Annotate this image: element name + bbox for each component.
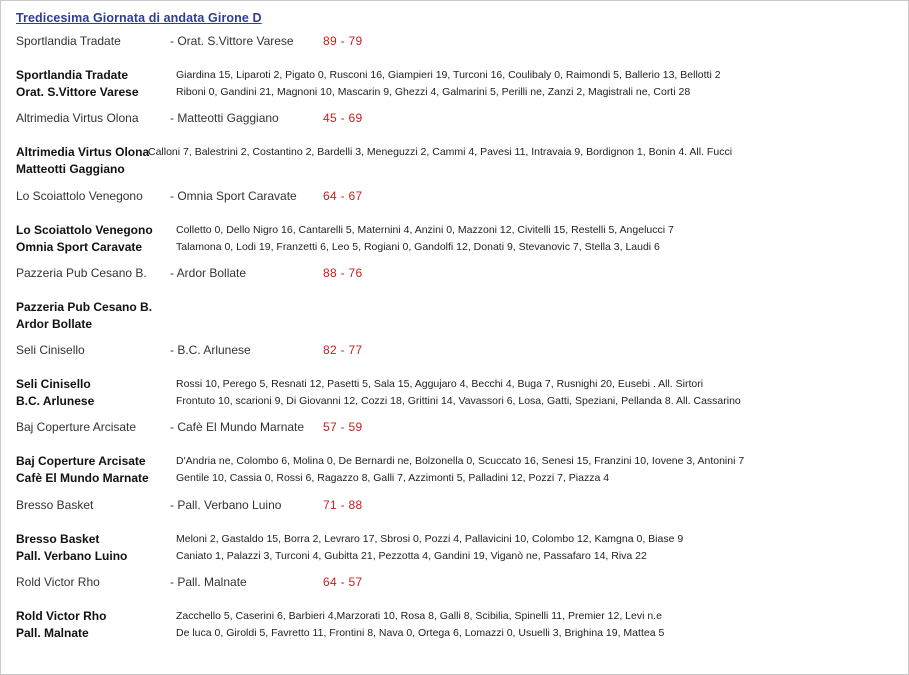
home-team: Seli Cinisello (16, 343, 85, 357)
team-name-away: Orat. S.Vittore Varese (16, 85, 139, 99)
team-name-away: B.C. Arlunese (16, 394, 95, 408)
away-scorers: De luca 0, Giroldi 5, Favretto 11, Frontini 8, Nava 0, Ortega 6, Lomazzi 0, Usuelli 3, Brighina 19, Mattea 5 (176, 627, 665, 639)
match-score: 64 - 67 (323, 189, 363, 203)
team-name-home: Altrimedia Virtus Olona (16, 145, 150, 159)
away-team: - Omnia Sport Caravate (170, 189, 297, 203)
home-scorers: Meloni 2, Gastaldo 15, Borra 2, Levraro 17, Sbrosi 0, Pozzi 4, Pallavicini 10, Colombo 12, Kamgna 0, Biase 9 (176, 533, 684, 545)
away-team: - Orat. S.Vittore Varese (170, 34, 294, 48)
home-team: Bresso Basket (16, 498, 94, 512)
away-scorers: Riboni 0, Gandini 21, Magnoni 10, Mascarin 9, Ghezzi 4, Galmarini 5, Perilli ne, Zanzi 2, Magistrali ne, Corti 28 (176, 86, 691, 98)
team-name-home: Pazzeria Pub Cesano B. (16, 300, 153, 314)
away-team: - Matteotti Gaggiano (170, 111, 279, 125)
away-team: - Cafè El Mundo Marnate (170, 420, 305, 434)
team-name-away: Pall. Malnate (16, 626, 89, 640)
home-scorers: D'Andria ne, Colombo 6, Molina 0, De Bernardi ne, Bolzonella 0, Scuccato 16, Senesi 15, Franzini 10, Iovene 3, Antonini 7 (176, 455, 745, 467)
home-team: Lo Scoiattolo Venegono (16, 189, 143, 203)
team-name-home: Bresso Basket (16, 532, 100, 546)
team-name-home: Seli Cinisello (16, 377, 91, 391)
team-name-home: Baj Coperture Arcisate (16, 454, 146, 468)
team-name-away: Pall. Verbano Luino (16, 549, 128, 563)
team-name-away: Omnia Sport Caravate (16, 240, 143, 254)
home-team: Rold Victor Rho (16, 575, 100, 589)
away-scorers: Gentile 10, Cassia 0, Rossi 6, Ragazzo 8, Galli 7, Azzimonti 5, Palladini 12, Pozzi 7, Piazza 4 (176, 472, 610, 484)
page-title[interactable]: Tredicesima Giornata di andata Girone D (16, 11, 262, 25)
team-name-home: Rold Victor Rho (16, 609, 107, 623)
away-scorers: Caniato 1, Palazzi 3, Turconi 4, Gubitta 21, Pezzotta 4, Gandini 19, Viganò ne, Passafaro 14, Riva 22 (176, 550, 647, 562)
home-scorers: Calloni 7, Balestrini 2, Costantino 2, Bardelli 3, Meneguzzi 2, Cammi 4, Pavesi 11, Intravaia 9, Bordignon 1, Bonin 4. All. Fucci (148, 146, 733, 158)
team-name-home: Sportlandia Tradate (16, 68, 129, 82)
away-team: - Pall. Verbano Luino (170, 498, 282, 512)
team-name-home: Lo Scoiattolo Venegono (16, 223, 153, 237)
away-scorers: Frontuto 10, scarioni 9, Di Giovanni 12, Cozzi 18, Grittini 14, Vavassori 6, Losa, Gatti, Speziani, Pellanda 8. All. Cassarino (176, 395, 741, 407)
away-team: - B.C. Arlunese (170, 343, 251, 357)
home-team: Pazzeria Pub Cesano B. (16, 266, 147, 280)
away-scorers: Talamona 0, Lodi 19, Franzetti 6, Leo 5, Rogiani 0, Gandolfi 12, Donati 9, Stevanovic 7, Stella 3, Laudi 6 (176, 241, 660, 253)
home-team: Sportlandia Tradate (16, 34, 121, 48)
team-name-away: Matteotti Gaggiano (16, 162, 125, 176)
match-score: 88 - 76 (323, 266, 363, 280)
match-score: 89 - 79 (323, 34, 363, 48)
match-score: 82 - 77 (323, 343, 363, 357)
match-score: 64 - 57 (323, 575, 363, 589)
team-name-away: Cafè El Mundo Marnate (16, 471, 149, 485)
home-scorers: Zacchello 5, Caserini 6, Barbieri 4,Marzorati 10, Rosa 8, Galli 8, Scibilia, Spinelli 11, Premier 12, Levi n.e (176, 610, 662, 622)
home-scorers: Colletto 0, Dello Nigro 16, Cantarelli 5, Maternini 4, Anzini 0, Mazzoni 12, Civitelli 15, Restelli 5, Angelucci 7 (176, 224, 674, 236)
home-team: Altrimedia Virtus Olona (16, 111, 139, 125)
match-score: 45 - 69 (323, 111, 363, 125)
home-team: Baj Coperture Arcisate (16, 420, 137, 434)
away-team: - Pall. Malnate (170, 575, 247, 589)
home-scorers: Rossi 10, Perego 5, Resnati 12, Pasetti 5, Sala 15, Aggujaro 4, Becchi 4, Buga 7, Rusnighi 20, Eusebi . All. Sirtori (176, 378, 704, 390)
away-team: - Ardor Bollate (170, 266, 247, 280)
home-scorers: Giardina 15, Liparoti 2, Pigato 0, Rusconi 16, Giampieri 19, Turconi 16, Coulibaly 0, Raimondi 5, Ballerio 13, Bellotti 2 (176, 69, 721, 81)
team-name-away: Ardor Bollate (16, 317, 93, 331)
match-score: 71 - 88 (323, 498, 363, 512)
match-score: 57 - 59 (323, 420, 363, 434)
